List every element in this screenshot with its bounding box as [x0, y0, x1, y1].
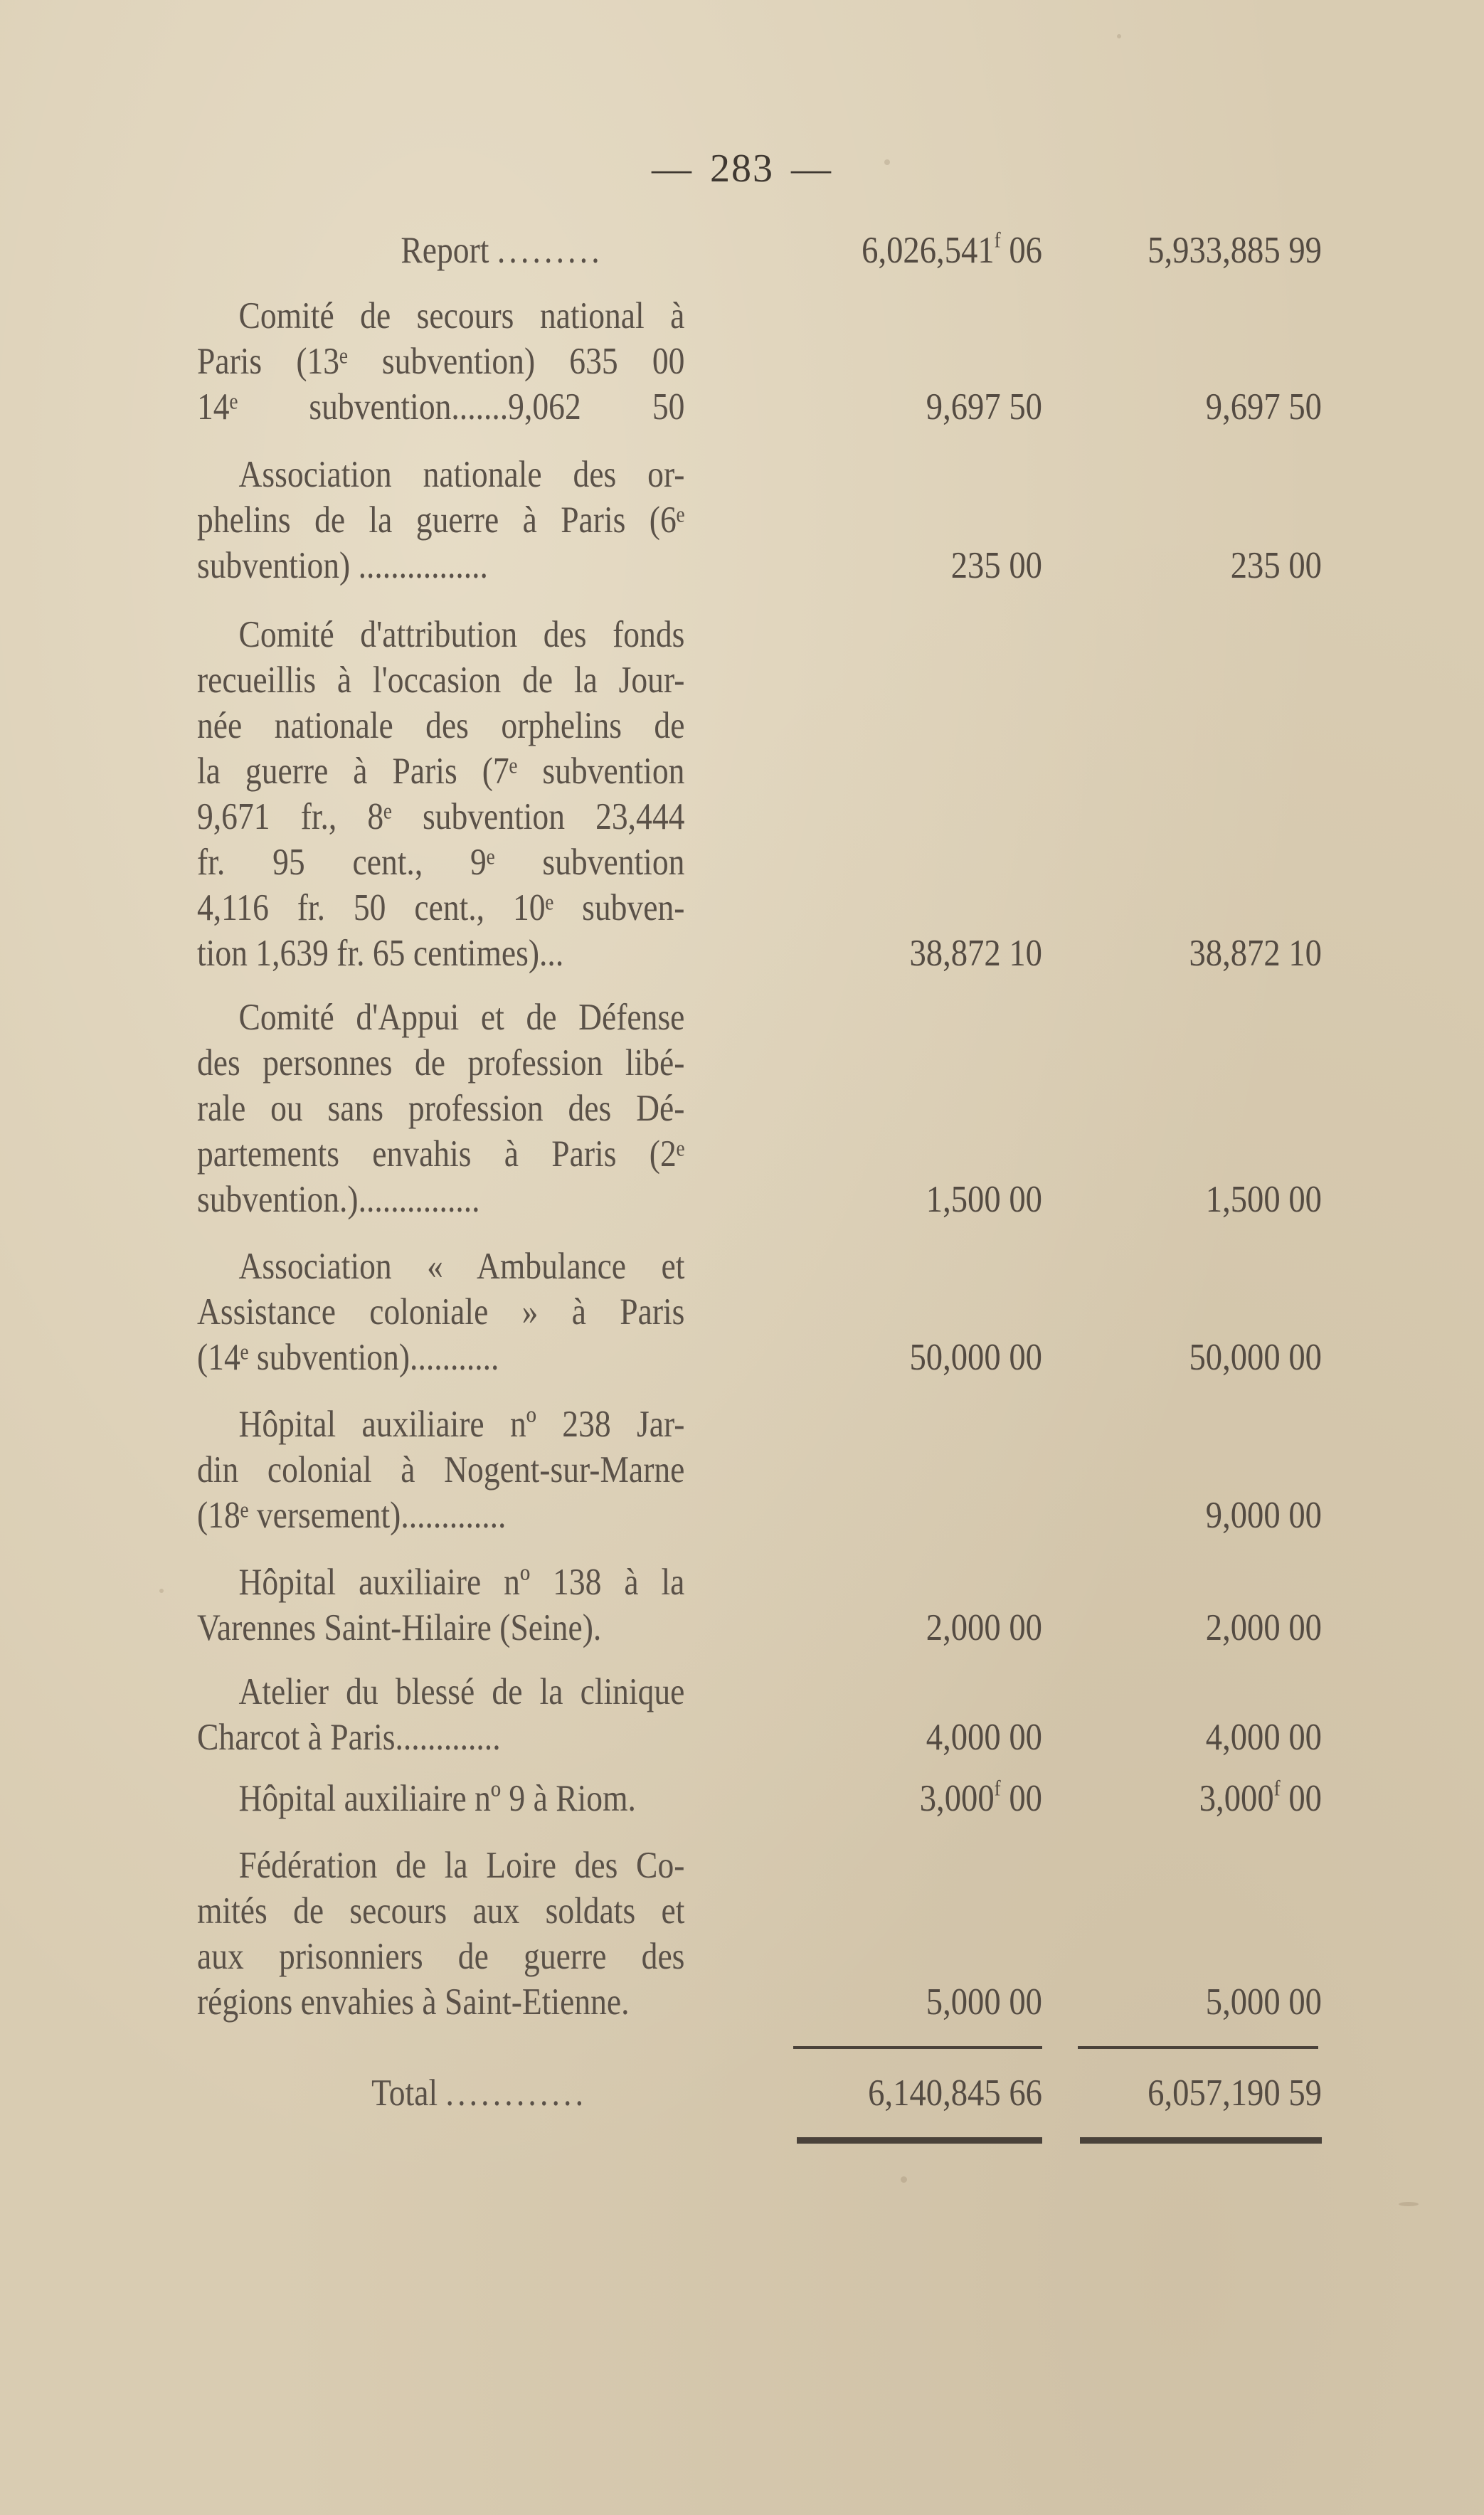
entry-amount-2 — [1096, 1776, 1322, 1821]
entry-amount-1: 38,872 10 — [909, 933, 1042, 974]
entry-amount-2: 9,000 00 — [1205, 1495, 1322, 1536]
report-amount-1-cents: 06 — [1009, 230, 1042, 271]
report-amount-1 — [817, 228, 1042, 273]
entry-line: Association « Ambulance et — [238, 1246, 685, 1287]
total-leader: ............ — [445, 2072, 588, 2114]
entry-line: mités de secours aux soldats et — [197, 1890, 685, 1932]
report-leader: ......... — [497, 230, 603, 271]
entry-amount-2: 1,500 00 — [1205, 1179, 1322, 1220]
entry-line: des personnes de profession libé- — [197, 1042, 685, 1084]
entry-amount-1 — [817, 1776, 1042, 1821]
entry-amount-1: 9,697 50 — [926, 386, 1042, 428]
ledger-entry — [197, 1560, 684, 1651]
entry-line: régions envahies à Saint-Etienne. — [197, 1981, 630, 2023]
entry-amount-1-main: 3,000 — [919, 1778, 995, 1819]
entry-line: fr. 95 cent., 9ᵉ subvention — [197, 842, 685, 883]
entry-line: 9,671 fr., 8ᵉ subvention 23,444 — [197, 796, 685, 837]
entry-line: din colonial à Nogent-sur-Marne — [197, 1449, 685, 1491]
entry-line: Atelier du blessé de la clinique — [238, 1671, 685, 1712]
entry-line: Hôpital auxiliaire nº 238 Jar- — [238, 1404, 685, 1445]
ledger-entry — [197, 1776, 684, 1821]
entry-line: Comité d'Appui et de Défense — [238, 997, 685, 1038]
entry-amount-2: 4,000 00 — [1205, 1717, 1322, 1758]
report-amount-1-sup: f — [994, 228, 1001, 253]
entry-line: Charcot à Paris............. — [197, 1717, 501, 1758]
total-row-label — [197, 2070, 684, 2116]
page-number-value: 283 — [710, 147, 774, 191]
entry-amount-2-sup: f — [1273, 1776, 1281, 1801]
entry-amount-2: 38,872 10 — [1189, 933, 1322, 974]
total-amount-2: 6,057,190 59 — [1148, 2072, 1322, 2114]
subtotal-rule-2 — [1078, 2046, 1318, 2049]
entry-line: Paris (13ᵉ subvention) 635 00 — [197, 341, 685, 382]
entry-line: subvention) ................ — [197, 545, 488, 586]
entry-line: aux prisonniers de guerre des — [197, 1936, 685, 1977]
entry-amount-2: 235 00 — [1230, 545, 1322, 586]
entry-line: née nationale des orphelins de — [197, 705, 685, 746]
report-label: Report — [401, 230, 489, 271]
subtotal-rule-1 — [793, 2046, 1042, 2049]
entry-line: Varennes Saint-Hilaire (Seine). — [197, 1607, 602, 1648]
ledger-entry — [197, 1843, 684, 2025]
entry-line: Assistance coloniale » à Paris — [197, 1291, 685, 1333]
entry-line: Association nationale des or- — [238, 454, 685, 495]
ledger-entry — [197, 1244, 684, 1380]
ledger-entry — [197, 452, 684, 588]
page-number-dash-right: — — [791, 147, 832, 191]
entry-line: tion 1,639 fr. 65 centimes)... — [197, 933, 564, 974]
entry-line: Hôpital auxiliaire nº 9 à Riom. — [238, 1778, 636, 1819]
entry-line: 14ᵉ subvention.......9,062 50 — [197, 386, 685, 428]
entry-line: (14ᵉ subvention)........... — [197, 1337, 499, 1378]
entry-line: (18ᵉ versement)............. — [197, 1495, 507, 1536]
entry-line: Comité de secours national à — [238, 295, 685, 337]
entry-amount-2: 50,000 00 — [1189, 1337, 1322, 1378]
ledger-entry — [197, 1402, 684, 1538]
entry-amount-1: 50,000 00 — [909, 1337, 1042, 1378]
entry-amount-1: 5,000 00 — [926, 1981, 1042, 2023]
entry-amount-1-cents: 00 — [1009, 1778, 1042, 1819]
total-label: Total — [371, 2072, 438, 2114]
entry-amount-2: 9,697 50 — [1205, 386, 1322, 428]
report-amount-1-main: 6,026,541 — [862, 230, 995, 271]
entry-line: 4,116 fr. 50 cent., 10ᵉ subven- — [197, 887, 685, 928]
paper-speck — [901, 2176, 907, 2183]
ledger-entry — [197, 612, 684, 976]
paper-speck — [159, 1589, 164, 1593]
total-rule-1 — [797, 2137, 1042, 2144]
entry-amount-2: 2,000 00 — [1205, 1607, 1322, 1648]
entry-line: recueillis à l'occasion de la Jour- — [197, 660, 685, 701]
report-amount-2: 5,933,885 99 — [1148, 230, 1322, 271]
paper-speck — [884, 159, 890, 165]
entry-amount-1: 2,000 00 — [926, 1607, 1042, 1648]
paper-speck — [1399, 2202, 1419, 2206]
entry-amount-1-sup: f — [994, 1776, 1001, 1801]
ledger-entry — [197, 1669, 684, 1760]
entry-amount-1: 1,500 00 — [926, 1179, 1042, 1220]
entry-line: Fédération de la Loire des Co- — [238, 1845, 685, 1886]
entry-line: phelins de la guerre à Paris (6ᵉ — [197, 499, 685, 541]
report-row-label — [197, 228, 684, 273]
ledger-entry — [197, 293, 684, 430]
entry-line: Hôpital auxiliaire nº 138 à la — [238, 1562, 685, 1603]
entry-amount-1: 235 00 — [950, 545, 1042, 586]
entry-line: la guerre à Paris (7ᵉ subvention — [197, 751, 685, 792]
entry-amount-2-cents: 00 — [1288, 1778, 1322, 1819]
entry-amount-2-main: 3,000 — [1199, 1778, 1274, 1819]
entry-line: partements envahis à Paris (2ᵉ — [197, 1133, 685, 1175]
entry-line: Comité d'attribution des fonds — [238, 614, 685, 655]
page-number-dash-left: — — [652, 147, 693, 191]
entry-line: rale ou sans profession des Dé- — [197, 1088, 685, 1129]
paper-speck — [1117, 34, 1121, 38]
ledger-entry — [197, 995, 684, 1222]
total-rule-2 — [1080, 2137, 1322, 2144]
entry-amount-2: 5,000 00 — [1205, 1981, 1322, 2023]
entry-amount-1: 4,000 00 — [926, 1717, 1042, 1758]
entry-line: subvention.)............... — [197, 1179, 480, 1220]
total-amount-1: 6,140,845 66 — [868, 2072, 1042, 2114]
